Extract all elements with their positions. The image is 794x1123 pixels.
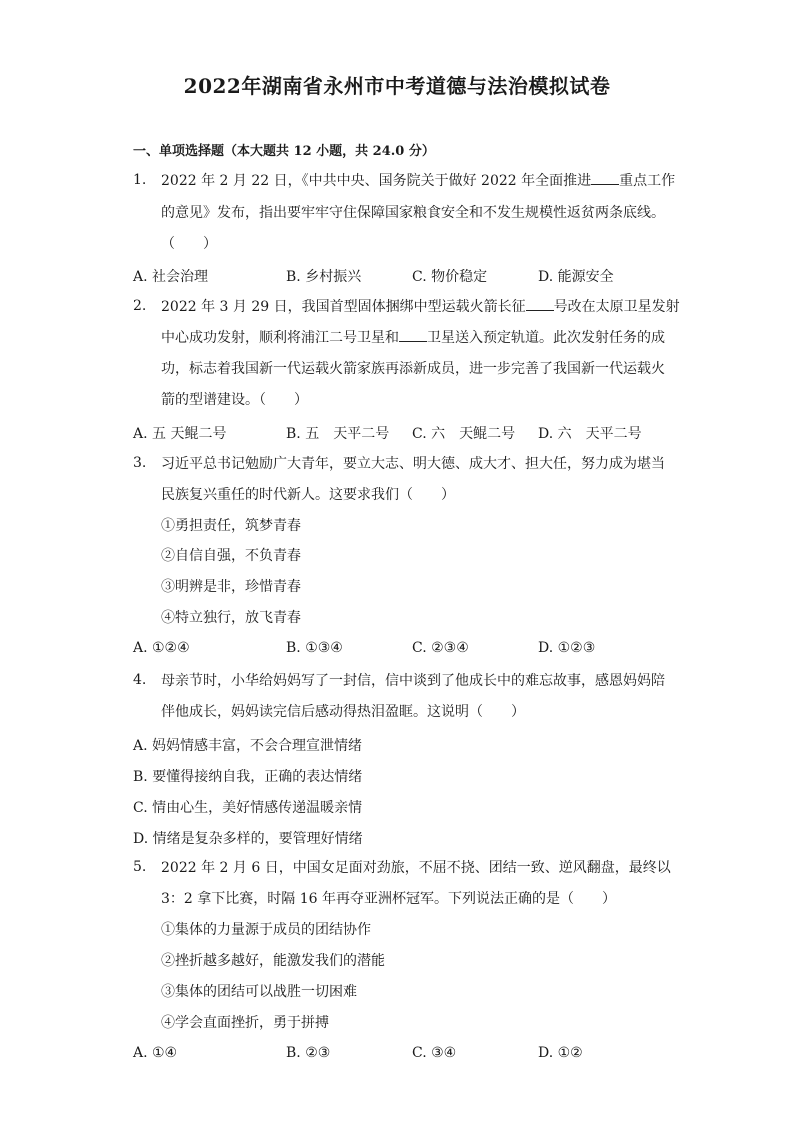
option-c: C. ②③④ xyxy=(412,640,469,656)
question-number: 5. xyxy=(133,859,147,875)
option-d: D. 六 天平二号 xyxy=(538,426,642,442)
question-line: 2022 年 2 月 6 日，中国女足面对劲旅，不屈不挠、团结一致、逆风翻盘，最终以 xyxy=(161,860,671,876)
statement-4: ④学会直面挫折，勇于拼搏 xyxy=(161,1015,329,1031)
question-number: 4. xyxy=(133,672,147,688)
question-line: 2022 年 3 月 29 日，我国首型固体捆绑中型运载火箭长征 号改在太原卫星发射 xyxy=(161,299,680,315)
question-line: 民族复兴重任的时代新人。这要求我们（ ） xyxy=(161,487,455,503)
answer-blank xyxy=(399,329,427,342)
option-c: C. ③④ xyxy=(412,1045,457,1061)
option-b: B. ②③ xyxy=(286,1045,331,1061)
section-heading: 一、单项选择题（本大题共 12 小题，共 24.0 分） xyxy=(133,144,435,159)
option-c: C. 情由心生，美好情感传递温暖亲情 xyxy=(133,800,363,816)
option-a: A. 社会治理 xyxy=(133,269,209,285)
option-a: A. ①④ xyxy=(133,1045,178,1061)
statement-3: ③明辨是非，珍惜青春 xyxy=(161,579,301,595)
question-line: 3：2 拿下比赛，时隔 16 年再夺亚洲杯冠军。下列说法正确的是（ ） xyxy=(161,891,616,907)
option-d: D. 情绪是复杂多样的，要管理好情绪 xyxy=(133,831,363,847)
question-number: 2. xyxy=(133,298,147,314)
question-line: 伴他成长，妈妈读完信后感动得热泪盈眶。这说明（ ） xyxy=(161,704,525,720)
option-b: B. 要懂得接纳自我，正确的表达情绪 xyxy=(133,769,363,785)
option-b: B. 五 天平二号 xyxy=(286,426,390,442)
option-d: D. 能源安全 xyxy=(538,269,614,285)
statement-1: ①勇担责任，筑梦青春 xyxy=(161,518,301,534)
option-d: D. ①② xyxy=(538,1045,583,1061)
statement-2: ②挫折越多越好，能激发我们的潜能 xyxy=(161,953,385,969)
statement-3: ③集体的团结可以战胜一切困难 xyxy=(161,984,357,1000)
option-c: C. 物价稳定 xyxy=(412,269,488,285)
question-line: 的意见》发布，指出要牢牢守住保障国家粮食安全和不发生规模性返贫两条底线。 xyxy=(161,205,665,221)
statement-2: ②自信自强，不负青春 xyxy=(161,548,301,564)
question-line: 母亲节时，小华给妈妈写了一封信，信中谈到了他成长中的难忘故事，感恩妈妈陪 xyxy=(161,673,665,689)
question-line: （ ） xyxy=(161,236,217,252)
question-line: 中心成功发射，顺利将浦江二号卫星和 卫星送入预定轨道。此次发射任务的成 xyxy=(161,330,665,346)
option-d: D. ①②③ xyxy=(538,640,596,656)
question-number: 1. xyxy=(133,172,147,188)
statement-4: ④特立独行，放飞青春 xyxy=(161,610,301,626)
option-a: A. 五 天鲲二号 xyxy=(133,426,227,442)
question-line: 箭的型谱建设。（ ） xyxy=(161,392,308,408)
option-b: B. 乡村振兴 xyxy=(286,269,362,285)
question-line: 功，标志着我国新一代运载火箭家族再添新成员，进一步完善了我国新一代运载火 xyxy=(161,361,665,377)
option-a: A. ①②④ xyxy=(133,640,190,656)
option-a: A. 妈妈情感丰富，不会合理宣泄情绪 xyxy=(133,738,363,754)
answer-blank xyxy=(526,298,554,311)
option-b: B. ①③④ xyxy=(286,640,343,656)
question-line: 习近平总书记勉励广大青年，要立大志、明大德、成大才、担大任，努力成为堪当 xyxy=(161,456,665,472)
option-c: C. 六 天鲲二号 xyxy=(412,426,516,442)
page-title: 2022年湖南省永州市中考道德与法治模拟试卷 xyxy=(183,74,611,98)
answer-blank xyxy=(591,172,619,185)
question-line: 2022 年 2 月 22 日，《中共中央、国务院关于做好 2022 年全面推进 重点工作 xyxy=(161,173,676,189)
question-number: 3. xyxy=(133,455,147,471)
statement-1: ①集体的力量源于成员的团结协作 xyxy=(161,922,371,938)
